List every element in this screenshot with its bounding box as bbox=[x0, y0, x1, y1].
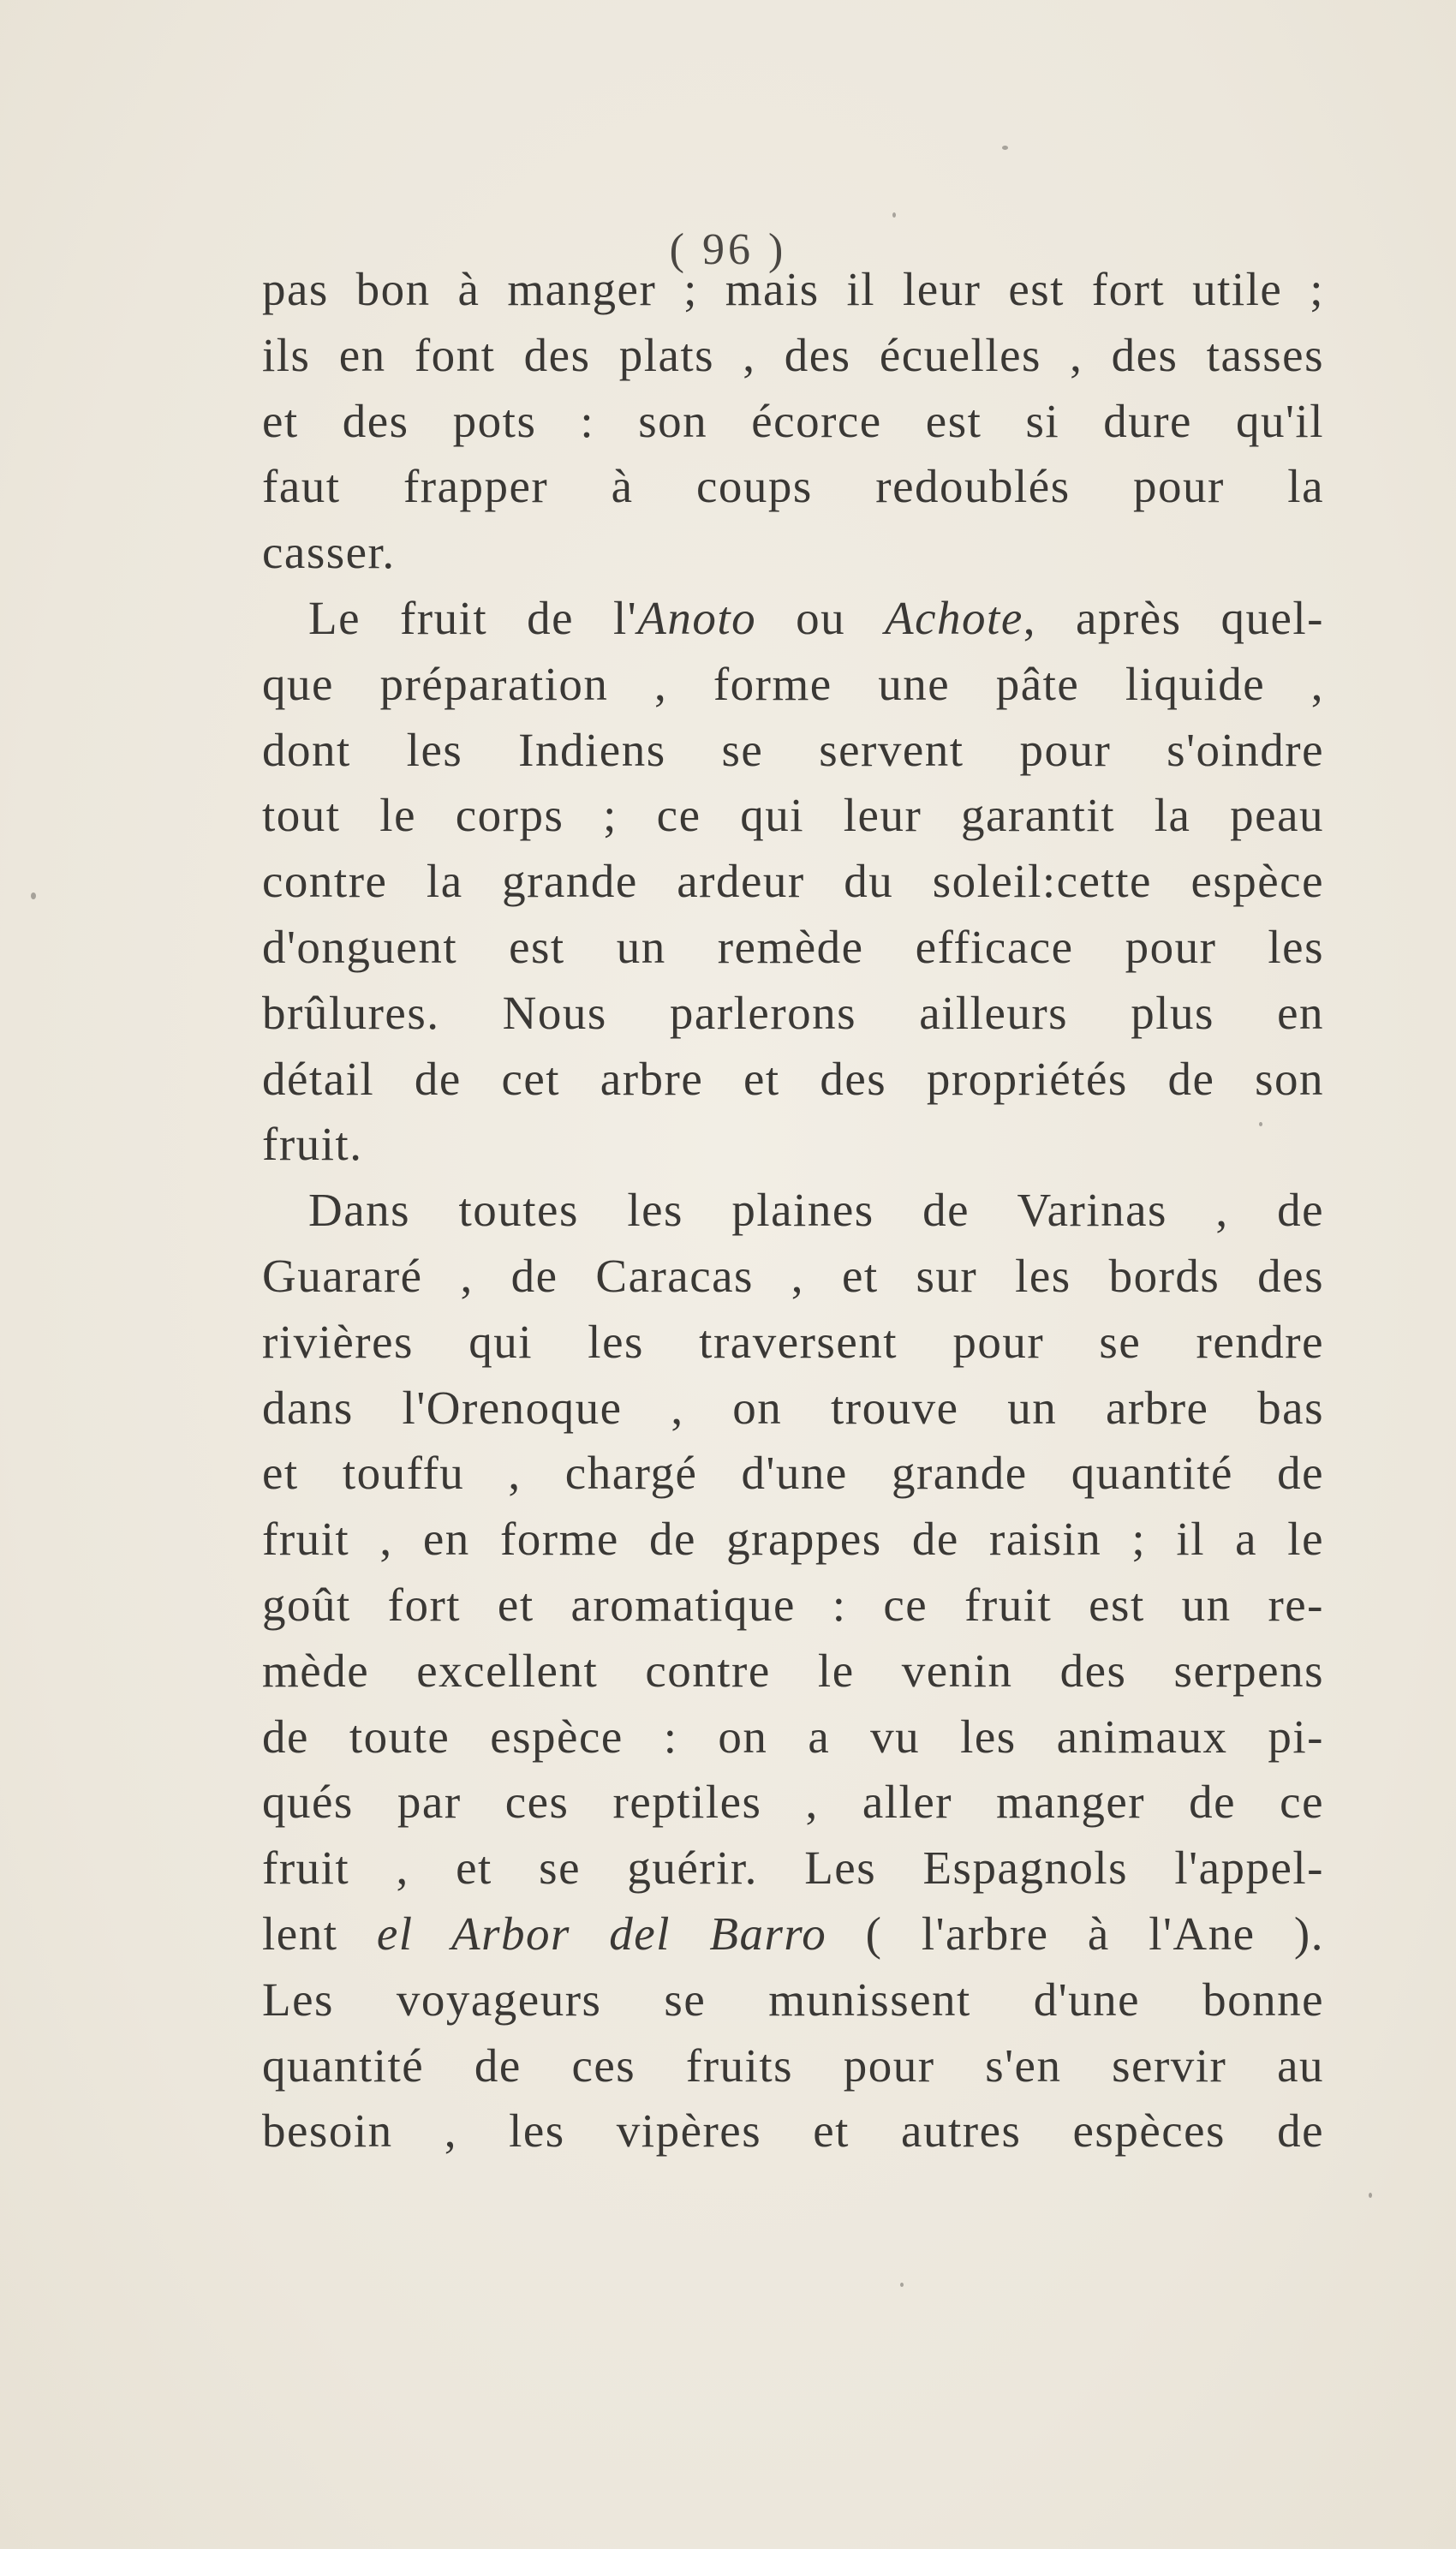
text-line: rivières qui les traversent pour se rendre bbox=[262, 1315, 1324, 1368]
text-line: casser. bbox=[262, 526, 396, 579]
text-line: détail de cet arbre et des propriétés de son bbox=[262, 1052, 1324, 1105]
text-line: fruit , en forme de grappes de raisin ; il a le bbox=[262, 1513, 1324, 1566]
text-line: Les voyageurs se munissent d'une bonne bbox=[262, 1973, 1324, 2026]
page-number: ( 96 ) bbox=[669, 225, 787, 274]
text-line: qués par ces reptiles , aller manger de ce bbox=[262, 1776, 1324, 1829]
text-line: d'onguent est un remède efficace pour les bbox=[262, 920, 1324, 973]
speck bbox=[892, 212, 896, 218]
text-line: Guararé , de Caracas , et sur les bords des bbox=[262, 1249, 1324, 1302]
text-line: besoin , les vipères et autres espèces de bbox=[262, 2104, 1324, 2158]
text-run: ou bbox=[756, 591, 886, 644]
text-run: lent bbox=[262, 1907, 377, 1960]
speck bbox=[1369, 2193, 1372, 2198]
italic-name-anoto: Anoto bbox=[637, 591, 757, 644]
text-line: mède excellent contre le venin des serpens bbox=[262, 1644, 1324, 1697]
text-line bbox=[262, 586, 1324, 652]
text-line bbox=[262, 1901, 1324, 1967]
text-line: quantité de ces fruits pour s'en servir au bbox=[262, 2039, 1324, 2092]
text-line: dans l'Orenoque , on trouve un arbre bas bbox=[262, 1381, 1324, 1434]
body-text bbox=[262, 257, 1324, 2164]
speck bbox=[1002, 146, 1008, 150]
speck bbox=[1259, 1122, 1262, 1126]
text-line: tout le corps ; ce qui leur garantit la peau bbox=[262, 789, 1324, 842]
text-line: et touffu , chargé d'une grande quantité de bbox=[262, 1447, 1324, 1500]
text-line: contre la grande ardeur du soleil:cette espèce bbox=[262, 855, 1324, 908]
speck bbox=[900, 2283, 904, 2287]
text-line: dont les Indiens se servent pour s'oindre bbox=[262, 723, 1324, 776]
text-run: ( l'arbre à l'Ane ). bbox=[826, 1907, 1324, 1960]
text-run: , après quel- bbox=[1023, 591, 1324, 644]
italic-name-achote: Achote bbox=[885, 591, 1023, 644]
text-line: fruit. bbox=[262, 1118, 363, 1171]
text-line: Dans toutes les plaines de Varinas , de bbox=[308, 1184, 1324, 1237]
text-line: goût fort et aromatique : ce fruit est un re- bbox=[262, 1578, 1324, 1631]
italic-name-arbor-del-barro: el Arbor del Barro bbox=[376, 1907, 827, 1960]
text-line: fruit , et se guérir. Les Espagnols l'appel- bbox=[262, 1842, 1324, 1895]
text-line: que préparation , forme une pâte liquide , bbox=[262, 657, 1324, 710]
text-line: brûlures. Nous parlerons ailleurs plus en bbox=[262, 986, 1324, 1039]
text-run: Le fruit de l' bbox=[308, 591, 638, 644]
text-line: et des pots : son écorce est si dure qu'il bbox=[262, 394, 1324, 447]
text-line: faut frapper à coups redoublés pour la bbox=[262, 460, 1324, 513]
speck bbox=[31, 892, 36, 899]
text-line: ils en font des plats , des écuelles , des tasses bbox=[262, 328, 1324, 381]
text-line: de toute espèce : on a vu les animaux pi- bbox=[262, 1710, 1324, 1763]
text-line: pas bon à manger ; mais il leur est fort utile ; bbox=[262, 263, 1324, 315]
